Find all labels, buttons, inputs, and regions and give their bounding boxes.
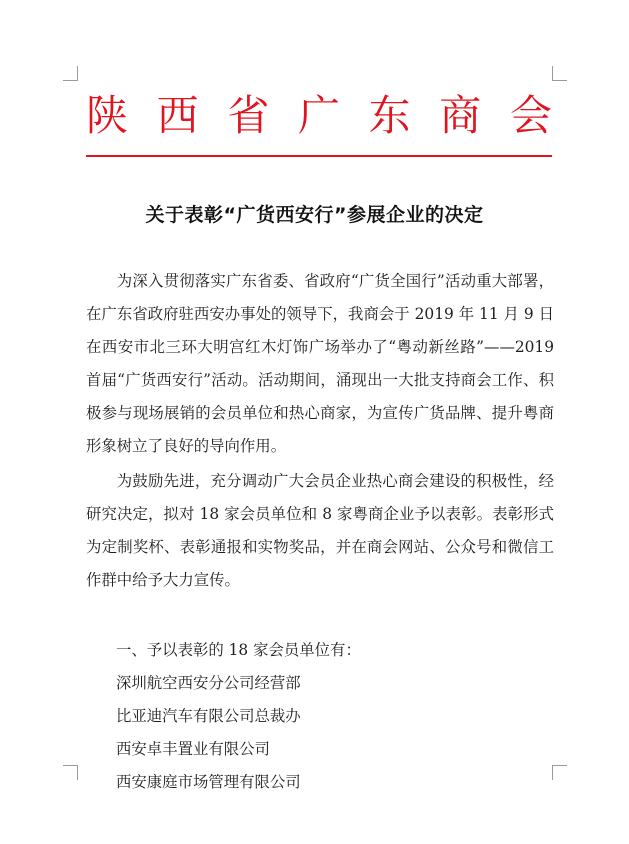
- page-corner-mark-top-left: [63, 66, 78, 81]
- letterhead-char: 东: [368, 91, 411, 140]
- page-corner-mark-top-right: [552, 66, 567, 81]
- list-item: 西安卓丰置业有限公司: [116, 740, 270, 758]
- body-paragraph: 为鼓励先进，充分调动广大会员企业热心商会建设的积极性，经研究决定，拟对 18 家会员单位和 8 家粤商企业予以表彰。表彰形式为定制奖杯、表彰通报和实物奖品，并在商会网站、公众号和微信工作群中给予大力宣传。: [86, 472, 554, 589]
- list-item: 深圳航空西安分公司经营部: [116, 674, 301, 692]
- section-heading: 一、予以表彰的 18 家会员单位有：: [116, 641, 361, 659]
- letterhead-char: 省: [227, 91, 270, 140]
- document-body: [86, 265, 554, 597]
- list-item: 西安康庭市场管理有限公司: [116, 773, 301, 791]
- page-corner-mark-bottom-right: [552, 765, 567, 780]
- list-item: 比亚迪汽车有限公司总裁办: [116, 707, 301, 725]
- letterhead-char: 广: [297, 91, 340, 140]
- page-corner-mark-bottom-left: [63, 765, 78, 780]
- letterhead-char: 陕: [86, 91, 129, 140]
- letterhead-org-name: [86, 90, 552, 142]
- letterhead-char: 会: [509, 91, 552, 140]
- letterhead-char: 西: [156, 91, 199, 140]
- letterhead-divider: [86, 155, 552, 157]
- body-paragraph: 为深入贯彻落实广东省委、省政府“广货全国行”活动重大部署，在广东省政府驻西安办事处的领导下，我商会于 2019 年 11 月 9 日在西安市北三环大明宫红木灯饰广场举办了“粤动新丝路”——2019 首届“广货西安行”活动。活动期间，涌现出一大批支持商会工作、积极参与现场展销的会员单位和热心商家，为宣传广货品牌、提升粤商形象树立了良好的导向作用。: [86, 272, 554, 455]
- document-title: 关于表彰“广货西安行”参展企业的决定: [145, 204, 484, 226]
- member-list: [116, 634, 361, 799]
- letterhead-char: 商: [439, 91, 482, 140]
